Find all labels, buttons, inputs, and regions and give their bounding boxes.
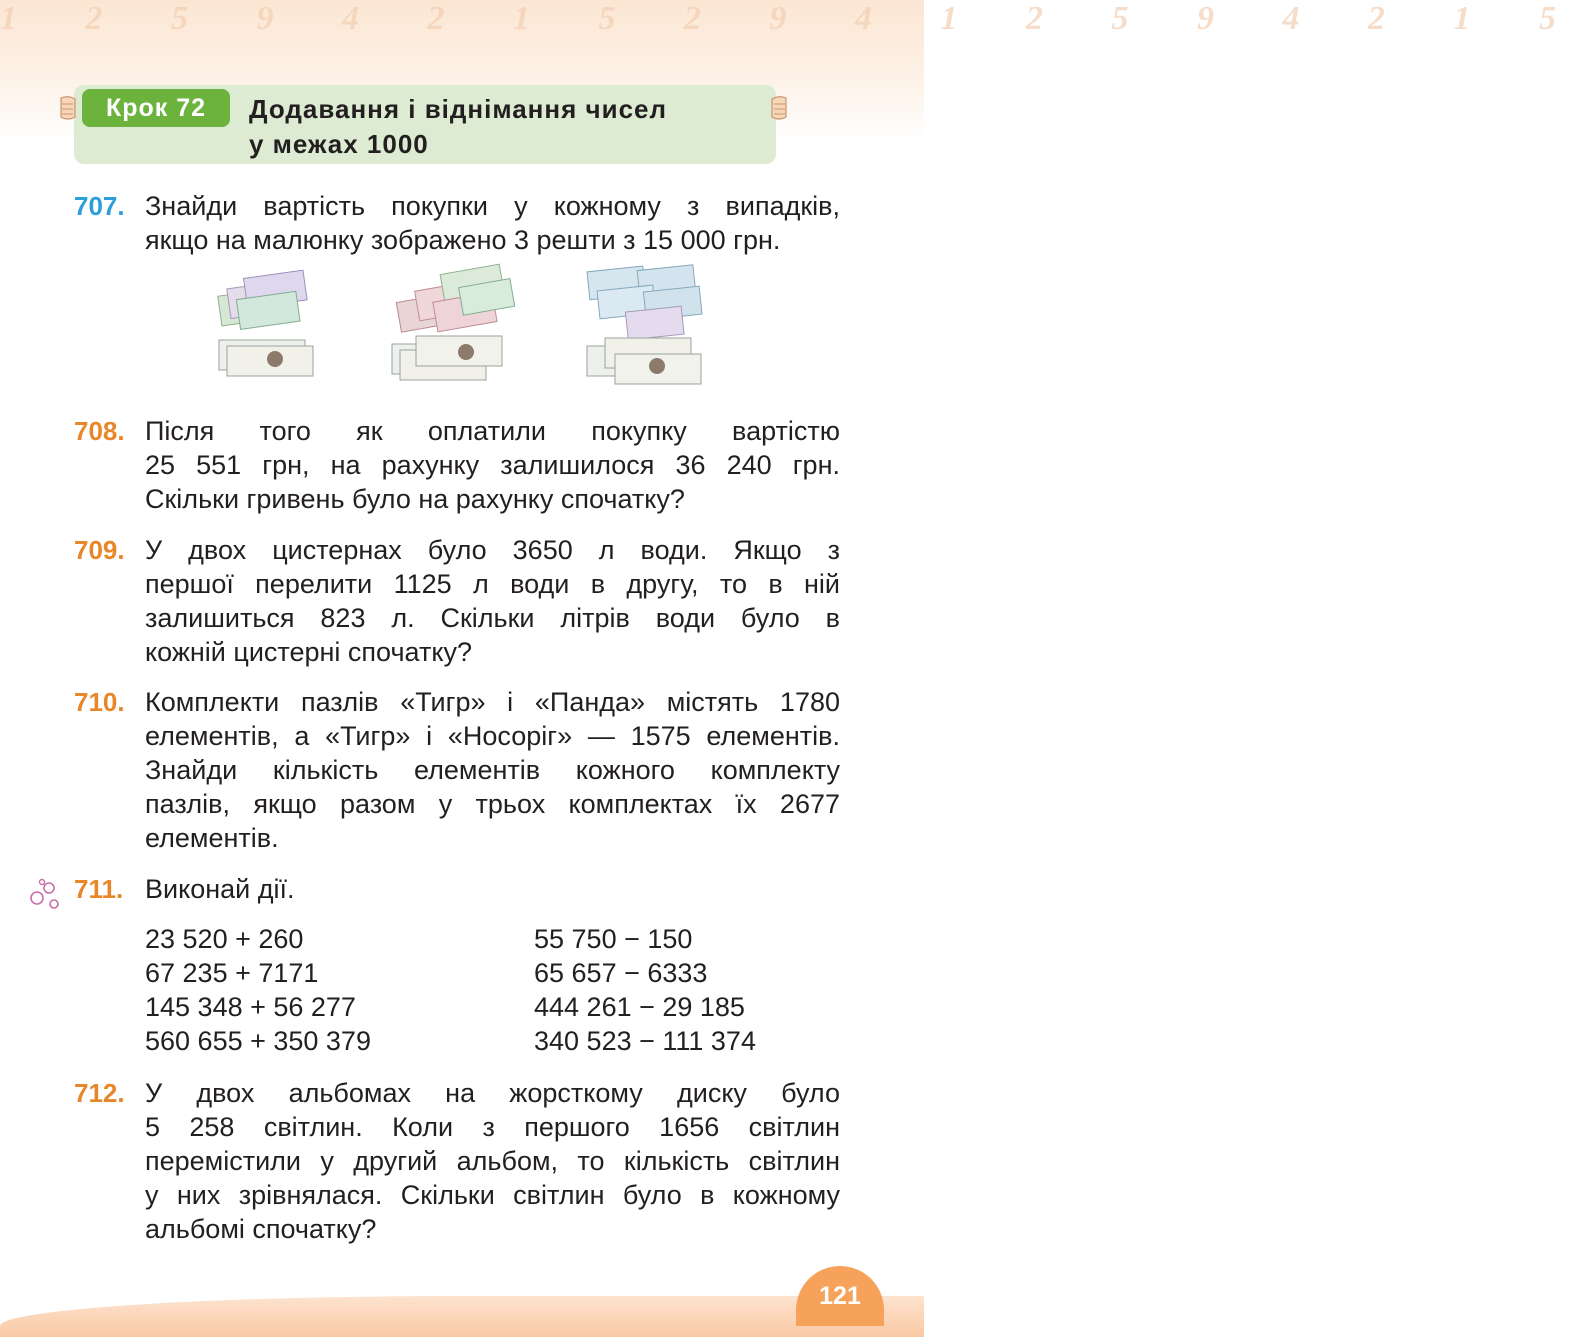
task-712 <box>74 1076 840 1246</box>
operation: 145 348 + 56 277 <box>145 992 356 1022</box>
operation: 340 523 − 111 374 <box>534 1026 756 1056</box>
operation: 65 657 − 6333 <box>534 958 708 988</box>
task-number: 712. <box>74 1078 125 1108</box>
operation: 444 261 − 29 185 <box>534 992 745 1022</box>
operation: 55 750 − 150 <box>534 924 693 954</box>
task-number: 708. <box>74 416 125 446</box>
task-708 <box>74 414 840 516</box>
task-710 <box>74 685 840 855</box>
operations-right-column <box>534 922 756 1058</box>
task-text: Знайди вартість покупки у кожному з випадків, якщо на малюнку зображено 3 решти з 15 000 грн. <box>145 191 840 255</box>
banknotes-group-1 <box>213 262 315 377</box>
operation: 67 235 + 7171 <box>145 958 319 988</box>
pointing-hand-icon <box>57 94 79 122</box>
operations-left-column <box>145 922 371 1058</box>
page-number: 121 <box>796 1266 884 1326</box>
bottom-decorative-band <box>0 1296 924 1337</box>
task-text: Після того як оплатили покупку вартістю 25 551 грн, на рахунку залишилося 36 240 грн. Скільки гривень було на рахунку спочатку? <box>145 416 840 514</box>
banknotes-group-3 <box>585 262 709 388</box>
task-number: 711. <box>74 874 124 904</box>
task-text: У двох цистернах було 3650 л води. Якщо з першої перелити 1125 л води в другу, то в ній залишиться 823 л. Скільки літрів води було в кожній цистерні спочатку? <box>145 535 840 667</box>
task-709 <box>74 533 840 669</box>
banknotes-group-2 <box>388 262 528 384</box>
pointing-hand-icon <box>768 94 790 122</box>
operation: 23 520 + 260 <box>145 924 304 954</box>
task-number: 710. <box>74 687 125 717</box>
lesson-title: Додавання і віднімання чисел у межах 1000 <box>249 94 667 159</box>
step-badge: Крок 72 <box>82 89 230 127</box>
decorative-digits: 1 2 5 9 4 2 1 5 2 9 4 1 2 5 9 4 2 1 5 <box>0 0 1586 37</box>
task-text: Виконай дії. <box>145 874 295 904</box>
task-number: 707. <box>74 191 125 221</box>
task-711 <box>74 872 840 906</box>
task-text: Комплекти пазлів «Тигр» і «Панда» містять 1780 елементів, а «Тигр» і «Носоріг» — 1575 елементів. Знайди кількість елементів кожного комплекту пазлів, якщо разом у трьох комплектах їх 2677 елементів. <box>145 687 840 853</box>
task-number: 709. <box>74 535 125 565</box>
operation: 560 655 + 350 379 <box>145 1026 371 1056</box>
bubbles-icon <box>28 876 64 912</box>
task-text: У двох альбомах на жорсткому диску було 5 258 світлин. Коли з першого 1656 світлин перемістили у другий альбом, то кількість світлин у них зрівнялася. Скільки світлин було в кожному альбомі спочатку? <box>145 1078 840 1244</box>
task-707 <box>74 189 840 257</box>
